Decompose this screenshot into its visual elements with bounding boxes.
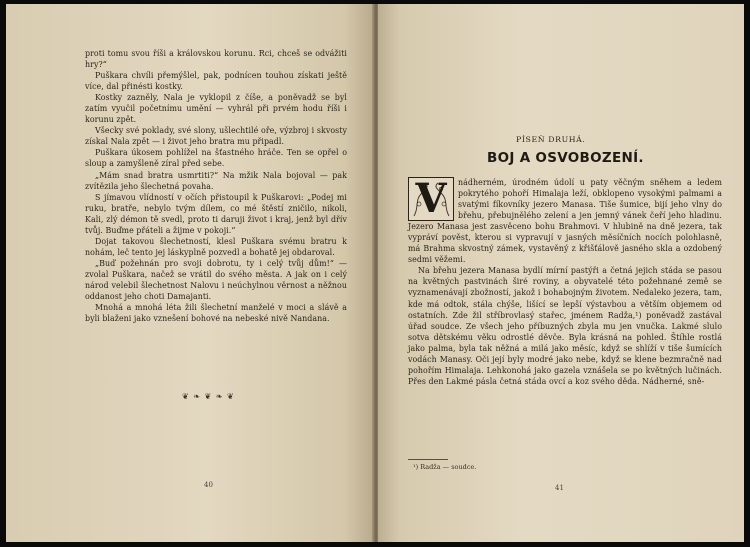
- paragraph: Mnohá a mnohá léta žili šlechetní manželé v moci a slávě a byli blaženi jako vznešení bohové na nebeské nivě Nandana.: [85, 303, 347, 324]
- footnote-divider: [408, 459, 448, 460]
- page-number: 40: [204, 481, 213, 489]
- book-spread: [6, 4, 744, 542]
- page-number: 41: [555, 484, 564, 492]
- paragraph-text: nádherném, úrodném údolí u paty věčným sněhem a ledem pokrytého pohoří Himalaja leží, obklopeno vysokými palmami a svatými fíkovníky jezero Manasa. Tiše šumice, bijí jeho vlny do břehu, přebujnělého zelení a jen jemný vánek čeří jeho hladinu. Jezero Manasa jest zasvěceno bohu Brahmovi. V hlubině na dně jezera, tak vypráví pověst, kterou si vypravují v jasných měsíčních nocích polohlasně, má Brahma skvostný zámek, vystavěný z křišťálově jasného skla a ozdobený sedmi věžemi.: [408, 178, 722, 265]
- paragraph: Všecky své poklady, své slony, ušlechtilé oře, výzbroj i skvosty získal Nala zpět — i život jeho bratra mu připadl.: [85, 126, 347, 147]
- paragraph: [408, 177, 722, 265]
- paragraph: Kostky zazněly, Nala je vyklopil z číše, a poněvadž se byl zatím vyučil početnímu umění — vyhrál při prvém hodu říši i korunu zpět.: [85, 93, 347, 125]
- paragraph: Puškara chvíli přemýšlel, pak, podnícen touhou získati ještě více, dal přinésti kostky.: [85, 71, 347, 92]
- dropcap-letter: V: [415, 175, 447, 222]
- chapter-title: BOJ A OSVOBOZENÍ.: [487, 150, 644, 166]
- paragraph: S jímavou vlídností v očích přistoupil k Puškarovi: „Podej mi ruku, bratře, nebylo tvým dílem, co mé štěstí zničilo, nikoli, Kali, zlý démon tě svedl, proto ti daruji život i kraj, jenž byl dřív tvůj. Buďme přáteli a žijme v pokoji.“: [85, 192, 347, 235]
- paragraph: proti tomu svou říši a královskou korunu. Rci, chceš se odvážiti hry?“: [85, 49, 347, 70]
- chapter-label: PÍSEŇ DRUHÁ.: [516, 135, 586, 144]
- right-page: [378, 4, 744, 542]
- footnote: ¹) Radža — soudce.: [413, 463, 477, 471]
- left-page: [6, 4, 374, 542]
- left-page-body: [85, 48, 347, 324]
- paragraph: Dojat takovou šlechetností, klesl Puškara svému bratru k nohám, leč tento jej láskyplně pozvedl a bohatě jej obdaroval.: [85, 236, 347, 257]
- paragraph: „Mám snad bratra usmrtiti?“ Na mžik Nala bojoval — pak zvítězila jeho šlechetná povaha.: [85, 170, 347, 191]
- paragraph: „Buď požehnán pro svoji dobrotu, ty i celý tvůj dům!“ — zvolal Puškara, načež se vrátil do svého města. A jak on i celý národ velebil šlechetnost Nalovu i neúchylnou věrnost a něžnou oddanost jeho choti Damajanti.: [85, 258, 347, 302]
- right-page-body: [408, 177, 722, 387]
- end-ornament: ❦ ❧ ❦ ❧ ❦: [182, 392, 235, 401]
- paragraph: Na břehu jezera Manasa bydlí mírní pastýři a četná jejich stáda se pasou na květných pastvinách širé roviny, a obyvatelé této požehnané země se vyznamenávají zbožností, jakož i bohabojným životem. Nedaleko jezera, tam, kde má odtok, stála chýše, lišící se lepší výstavbou a větším objemem od ostatních. Zde žil stříbrovlasý stařec, jménem Radža,¹) poněvadž zastával úřad soudce. Ze všech jeho příbuzných zbyla mu jen vnučka. Lakmé slulo sotva dětskému věku odrostlé děvče. Byla krásná na pohled. Štíhle rostlá jako palma, byla tak něžná a milá jako měsíc, když se shlíží v tiše šumících vodách Manasy. Oči její byly modré jako nebe, když se klene bezmračně nad pohořím Himalaja. Lehkonohá jako gazela vznášela se po květných lučinách. Přes den Lakmé pásla četná stáda ovcí a koz svého děda. Nádherné, sně-: [408, 266, 722, 386]
- paragraph: Puškara úkosem pohlížel na šťastného hráče. Ten se opřel o sloup a zamyšleně zíral před sebe.: [85, 148, 347, 169]
